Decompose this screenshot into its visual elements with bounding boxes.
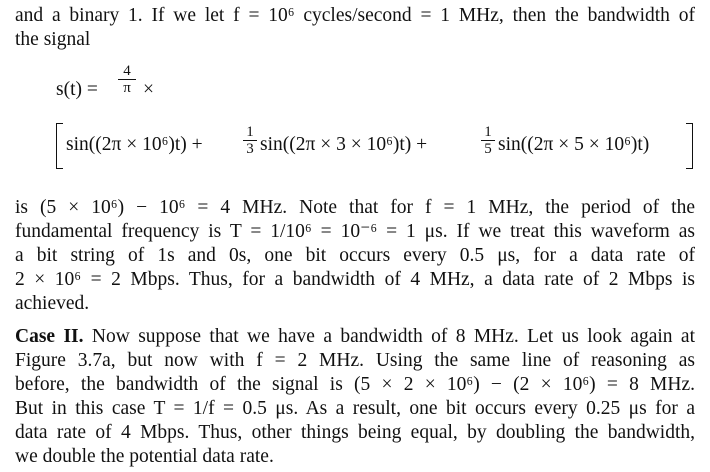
- paragraph-2-line-4: 2 × 10⁶ = 2 Mbps. Thus, for a bandwidth of 4 MHz, a data rate of 2 Mbps is: [15, 269, 695, 290]
- equation-lhs: s(t) =: [56, 79, 98, 100]
- equation-term-1: sin((2π × 10⁶)t) +: [66, 134, 203, 155]
- paragraph-2-line-3: a bit string of 1s and 0s, one bit occurs every 0.5 μs, for a data rate of: [15, 245, 695, 266]
- equation-term-3: sin((2π × 5 × 10⁶)t): [498, 134, 650, 155]
- paragraph-3-line-1: [15, 325, 695, 349]
- fraction-1-numerator: 1: [246, 124, 254, 140]
- paragraph-3-line-5: data rate of 4 Mbps. Thus, other things being equal, by doubling the bandwidth,: [15, 422, 695, 443]
- paragraph-3-line-6: we double the potential data rate.: [15, 446, 274, 467]
- fraction-1-denominator: 3: [246, 141, 254, 157]
- equation-times: ×: [143, 79, 154, 100]
- coefficient-numerator: 4: [123, 63, 131, 79]
- right-bracket: [686, 123, 693, 169]
- coefficient-denominator: π: [123, 80, 131, 96]
- paragraph-2-line-1: is (5 × 10⁶) − 10⁶ = 4 MHz. Note that for f = 1 MHz, the period of the: [15, 197, 695, 218]
- paragraph-1-line-2: the signal: [15, 29, 91, 50]
- left-bracket: [56, 123, 63, 169]
- fraction-2-denominator: 5: [484, 141, 492, 157]
- paragraph-2-line-5: achieved.: [15, 293, 90, 314]
- case-intro-text: Now suppose that we have a bandwidth of 8 MHz. Let us look again at: [83, 326, 695, 347]
- paragraph-3-line-3: before, the bandwidth of the signal is (5 × 2 × 10⁶) − (2 × 10⁶) = 8 MHz.: [15, 374, 695, 395]
- fraction-2-numerator: 1: [484, 124, 492, 140]
- case-heading: Case II.: [15, 326, 84, 347]
- equation-coefficient-fraction: [118, 63, 136, 96]
- paragraph-3-line-4: But in this case T = 1/f = 0.5 μs. As a result, one bit occurs every 0.25 μs for a: [15, 398, 695, 419]
- paragraph-3-line-2: Figure 3.7a, but now with f = 2 MHz. Using the same line of reasoning as: [15, 350, 695, 371]
- paragraph-2-line-2: fundamental frequency is T = 1/10⁶ = 10⁻⁶ = 1 μs. If we treat this waveform as: [15, 221, 695, 242]
- equation-fraction-1: [243, 124, 257, 157]
- equation-term-2: sin((2π × 3 × 10⁶)t) +: [260, 134, 428, 155]
- equation-fraction-2: [481, 124, 495, 157]
- paragraph-1-line-1: and a binary 1. If we let f = 10⁶ cycles/second = 1 MHz, then the bandwidth of: [15, 5, 695, 26]
